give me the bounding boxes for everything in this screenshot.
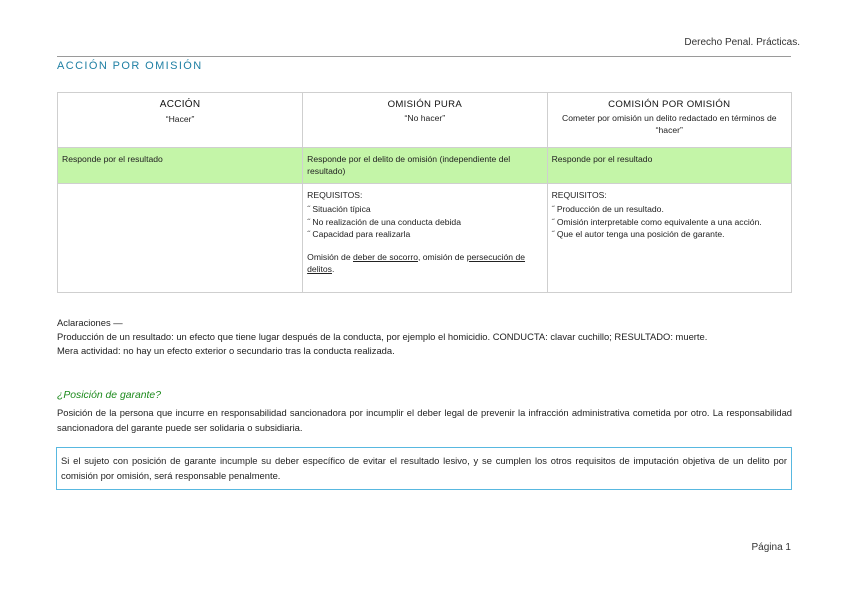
notes-line: Mera actividad: no hay un efecto exterior o secundario tras la conducta realizada.: [57, 345, 395, 357]
notes-line: Producción de un resultado: un efecto que tiene lugar después de la conducta, por ejemplo el homicidio. CONDUCTA: clavar cuchillo; RESULTADO: muerte.: [57, 331, 708, 343]
header-title: OMISIÓN PURA: [387, 99, 463, 110]
table-cell-requisitos-omision-pura: [303, 183, 547, 292]
table-cell-empty: [58, 183, 303, 292]
persecucion-de-delitos: persecución de delitos: [307, 251, 526, 275]
list-item: ˝ Capacidad para realizarla: [307, 228, 542, 240]
notes-heading: Aclaraciones —: [57, 317, 123, 328]
omision-mid: , omisión de: [417, 251, 467, 262]
requisitos-label: REQUISITOS:: [551, 189, 607, 200]
header-cell-accion: [58, 93, 303, 148]
omision-end: .: [331, 264, 335, 275]
header-cell-comision-por-omision: [547, 93, 791, 148]
garante-paragraph: Posición de la persona que incurre en responsabilidad sancionadora por incumplir el deber legal de prevenir la infracción administrativa cometida por otro. La responsabilidad sancionadora del garante puede ser solidaria o subsidiaria.: [57, 407, 792, 434]
table-cell-requisitos-comision: [547, 183, 791, 292]
list-item: ˝ Que el autor tenga una posición de garante.: [552, 228, 787, 240]
omision-prefix: Omisión de: [307, 251, 353, 262]
header-title: COMISIÓN POR OMISIÓN: [608, 99, 731, 110]
table-cell: Responde por el resultado: [547, 148, 791, 184]
header-title: ACCIÓN: [159, 99, 201, 110]
list-item: ˝ Omisión interpretable como equivalente a una acción.: [552, 216, 787, 228]
deber-de-socorro: deber de socorro: [353, 251, 418, 262]
requisitos-label: REQUISITOS:: [307, 189, 363, 200]
list-item: ˝ Producción de un resultado.: [552, 203, 787, 215]
list-item: ˝ No realización de una conducta debida: [307, 216, 542, 228]
requisitos-list: [552, 203, 787, 240]
header-subtitle: “Hacer”: [165, 113, 195, 124]
header-subtitle: Cometer por omisión un delito redactado en términos de “hacer”: [562, 112, 777, 136]
table-row-responde: [58, 148, 792, 184]
table-header-row: [58, 93, 792, 148]
list-item: ˝ Situación típica: [307, 203, 542, 215]
title-rule: [57, 56, 791, 57]
page-number: Página 1: [751, 542, 791, 553]
table-cell: Responde por el delito de omisión (independiente del resultado): [303, 148, 547, 184]
requisitos-list: [307, 203, 542, 240]
notes-block: [57, 316, 792, 358]
table-row-requisitos: [58, 183, 792, 292]
callout-box: Si el sujeto con posición de garante incumple su deber específico de evitar el resultado lesivo, y se cumplen los otros requisitos de imputación objetiva de un delito por comisión por omisión, será responsable penalmente.: [56, 447, 792, 490]
header-cell-omision-pura: [303, 93, 547, 148]
garante-heading: ¿Posición de garante?: [57, 390, 161, 401]
section-title: ACCIÓN POR OMISIÓN: [57, 60, 203, 72]
running-header: Derecho Penal. Prácticas.: [684, 37, 800, 48]
table-cell: Responde por el resultado: [58, 148, 303, 184]
comparison-table: [57, 92, 792, 293]
header-subtitle: “No hacer”: [404, 112, 446, 123]
omision-examples: [307, 251, 542, 276]
